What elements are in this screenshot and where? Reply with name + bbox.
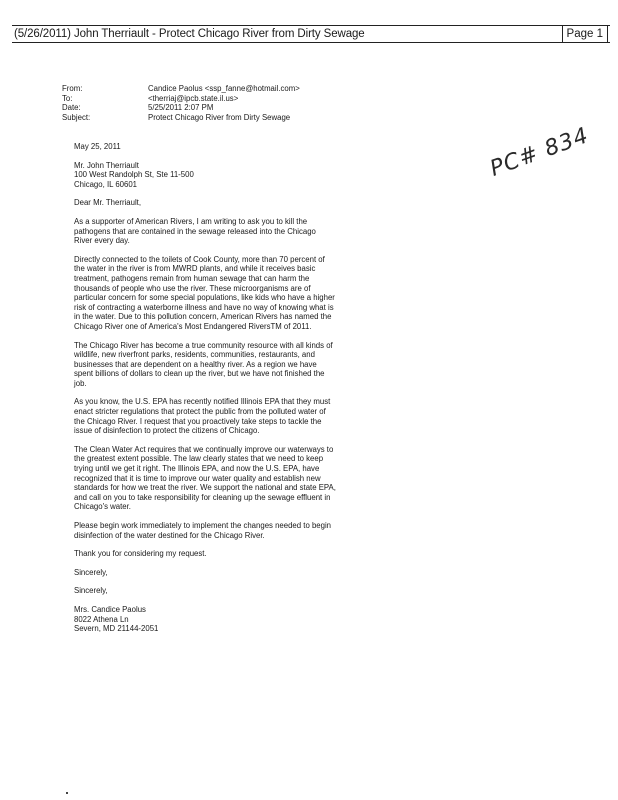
email-metadata [62,84,300,122]
signature-line: 8022 Athena Ln [74,614,129,624]
date-value: 5/25/2011 2:07 PM [148,103,214,113]
signature-line: Severn, MD 21144-2051 [74,624,159,634]
paragraph: Thank you for considering my request. [74,549,207,559]
paragraph: The Chicago River has become a true community resource with all kinds of wildlife, new riverfront parks, residents, communities, restaurants, and businesses that are dependent on a healthy river. As a region we have spent billions of dollars to clean up the river, but we have not finished the job. [74,340,333,388]
from-label: From: [62,84,83,93]
closing: Sincerely, [74,586,108,596]
recipient-line: Mr. John Therriault [74,160,139,170]
letter-date: May 25, 2011 [74,142,121,151]
salutation: Dear Mr. Therriault, [74,198,142,208]
from-row [62,84,300,94]
recipient-line: 100 West Randolph St, Ste 11-500 [74,170,194,180]
subject-row [62,113,300,123]
to-row [62,94,300,104]
date-label: Date: [62,103,81,113]
letter-body [74,142,336,643]
header-title: (5/26/2011) John Therriault - Protect Chicago River from Dirty Sewage [14,28,365,40]
signature-block [74,605,336,634]
print-header [12,25,610,43]
recipient-line: Chicago, IL 60601 [74,179,137,189]
subject-value: Protect Chicago River from Dirty Sewage [148,112,291,122]
page-number: Page 1 [562,26,608,42]
paragraph: As you know, the U.S. EPA has recently notified Illinois EPA that they must enact stricter regulations that protect the public from the polluted water of the Chicago River. I request that you proactively take steps to tackle the issue of disinfection to protect the citizens of Chicago. [74,397,331,436]
paragraph: As a supporter of American Rivers, I am writing to ask you to kill the pathogens that are contained in the sewage released into the Chicago River every day. [74,216,316,246]
scan-speck [66,792,68,794]
signature-line: Mrs. Candice Paolus [74,604,146,614]
from-value: Candice Paolus <ssp_fanne@hotmail.com> [148,84,300,93]
paragraph: The Clean Water Act requires that we continually improve our waterways to the greatest extent possible. The law clearly states that we need to keep trying until we get it right. The Illinois EPA, and now the U.S. EPA, have recognized that it is time to improve our water quality and establish new standards for how we treat the river. We support the national and state EPA, and call on you to take responsibility for cleaning up the sewage effluent in Chicago's water. [74,444,336,512]
closing: Sincerely, [74,567,108,577]
paragraph: Directly connected to the toilets of Cook County, more than 70 percent of the water in the river is from MWRD plants, and while it receives basic treatment, pathogens remain from human sewage that can harm the thousands of people who use the river. These microorganisms are of particular concern for some special populations, like kids who have a higher risk of contracting a waterborne illness and have no way of knowing what is in the water. Due to this pollution concern, American Rivers has named the Chicago River one of America's Most Endangered RiversTM of 2011. [74,254,335,331]
recipient-address [74,161,336,190]
to-value: <therriaj@ipcb.state.il.us> [148,93,239,103]
subject-label: Subject: [62,112,91,122]
date-row [62,103,300,113]
handwritten-stamp: PC# 834 [486,123,593,182]
paragraph: Please begin work immediately to implement the changes needed to begin disinfection of the water destined for the Chicago River. [74,521,332,540]
to-label: To: [62,93,73,103]
